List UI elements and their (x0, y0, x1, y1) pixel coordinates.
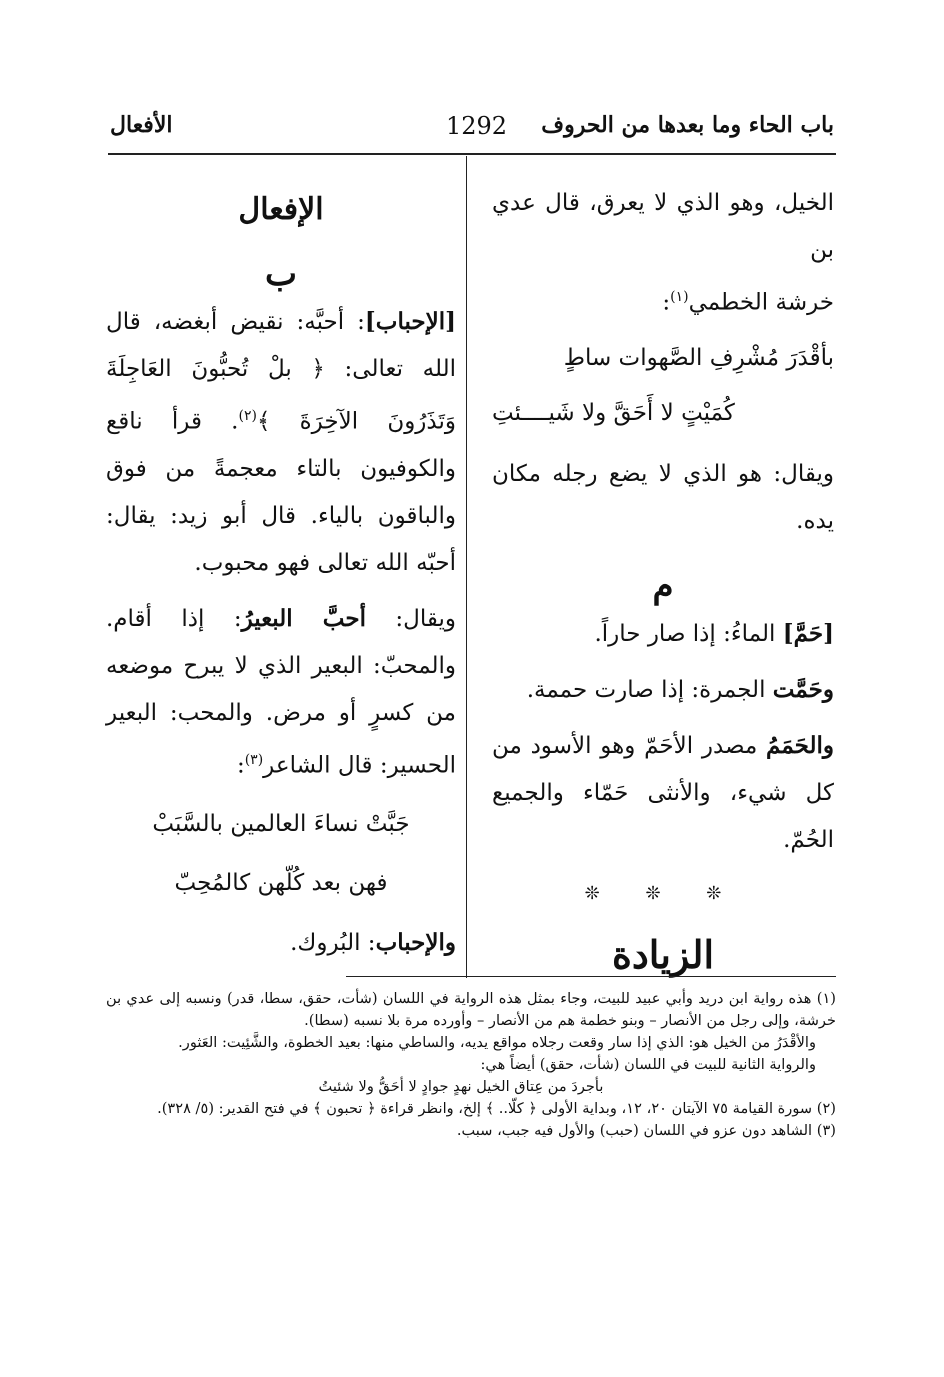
entry (492, 666, 834, 714)
footnote-marker: (٢) (238, 408, 257, 424)
verse-line: جَبَّتْ نساءَ العالمين بالسَّبَبْ (152, 811, 410, 838)
entry-text: الجمرة: إذا صارت حممة. (526, 676, 766, 703)
entry-headword: [حَمَّ] (782, 619, 834, 647)
footnote: (٣) الشاهد دون عزو في اللسان (حبب) والأول فيه جبب، سبب. (456, 1122, 836, 1139)
footnote-continuation: والرواية الثانية للبيت في اللسان (شأت، حقق) أيضاً هي: (480, 1056, 816, 1073)
entry (106, 298, 456, 587)
entry-headword: والإحباب (375, 929, 456, 957)
footnote-continuation: والأقْدَرُ من الخيل هو: الذي إذا سار وقعت رجلاه مواقع يديه، والساطي منها: بعيد الخطوة، والشَّئِيت: العَثور. (178, 1034, 816, 1051)
entry (106, 919, 456, 967)
entry-headword: والحَمَمُ (766, 731, 835, 759)
verse-line: فهن بعد كُلّهن كالمُحِبّ (174, 870, 388, 897)
entry (492, 610, 834, 658)
text-span: : إذا أقام. والمحبّ: البعير الذي لا يبرح موضعه من كسرٍ أو مرض. والمحب: البعير الحسير: قال الشاعر (106, 605, 456, 779)
section-title: الإفعال (238, 192, 324, 227)
text-span: خرشة الخطمي (688, 289, 834, 316)
column-divider (466, 156, 467, 978)
page-number: 1292 (446, 112, 508, 140)
footnotes (106, 988, 836, 1142)
left-column (106, 180, 456, 967)
verse-line: كُمَيْتٍ لا أَحَقَّ ولا شَيــــئتِ (492, 399, 735, 426)
footnote: (٢) سورة القيامة ٧٥ الآيتان ٢٠، ١٢، وبداية الأولى ﴿ كلّا.. ﴾ إلخ، وانظر قراءة ﴿ تحبون ﴾ في فتح القدير: (٥/ ٣٢٨). (157, 1100, 836, 1117)
entry-headword: [الإحباب] (364, 308, 456, 335)
footnote-verse: بأجردَ من عِتاق الخيل نهدٍ جوادٍ لا أحَقُّ ولا شئيتُ (318, 1078, 604, 1095)
paragraph (106, 595, 456, 790)
section-title: الزيادة (611, 931, 715, 977)
header-rule (108, 153, 836, 155)
paragraph: ويقال: هو الذي لا يضع رجله مكان يده. (492, 460, 834, 534)
right-column (492, 180, 834, 978)
footnote-marker: (١) (670, 289, 689, 305)
text-span: : (236, 752, 245, 779)
footnote: (١) هذه رواية ابن دريد وأبي عبيد للبيت، وجاء بمثل هذه الرواية في اللسان (شأت، حقق، سطا، قدر) ونسبه إلى عدي بن خرشة، وإلى رجل من الأنصار – وبنو خطمة هم من الأنصار – وأورده مرة بلا نسبه (سطا). (106, 990, 836, 1029)
text-span: : (662, 289, 671, 316)
verse-line: بأقْدَرَ مُشْرِفِ الصَّهوات ساطٍ (563, 344, 834, 371)
entry-text: : البُروك. (290, 930, 376, 957)
entry-text: . قرأ ناقع والكوفيون بالتاء معجمةً من فوق والباقون بالياء. قال أبو زيد: يقال: أحبّه الله تعالى فهو محبوب. (106, 408, 456, 576)
running-header-section: الأفعال (110, 112, 173, 138)
entry-text: الماءُ: إذا صار حاراً. (594, 620, 776, 647)
letter-heading: م (652, 565, 674, 606)
running-header-chapter: باب الحاء وما بعدها من الحروف (541, 112, 834, 138)
section-separator: ❊ ❊ ❊ (584, 882, 742, 904)
entry (492, 722, 834, 864)
footnote-rule (346, 976, 836, 977)
text-span: ويقال: (395, 605, 457, 632)
footnote-marker: (٣) (244, 751, 264, 768)
entry-headword: أحبَّ البعيرُ (241, 604, 366, 632)
text-line (492, 274, 834, 327)
entry-text: مصدر الأحَمّ وهو الأسود من كل شيء، والأنثى حَمّاء والجميع الحُمّ. (492, 732, 834, 853)
letter-heading: ب (264, 254, 297, 294)
entry-text: : أحبَّه: نقيض أبغضه، قال الله تعالى: ﴿ بلْ تُحبُّونَ العَاجِلَةَ وَتَذَرُونَ الآخِرَةَ ﴾ (106, 309, 456, 435)
entry-headword: وحَمَّت (772, 675, 834, 703)
text-line: الخيل، وهو الذي لا يعرق، قال عدي بن (492, 190, 834, 263)
